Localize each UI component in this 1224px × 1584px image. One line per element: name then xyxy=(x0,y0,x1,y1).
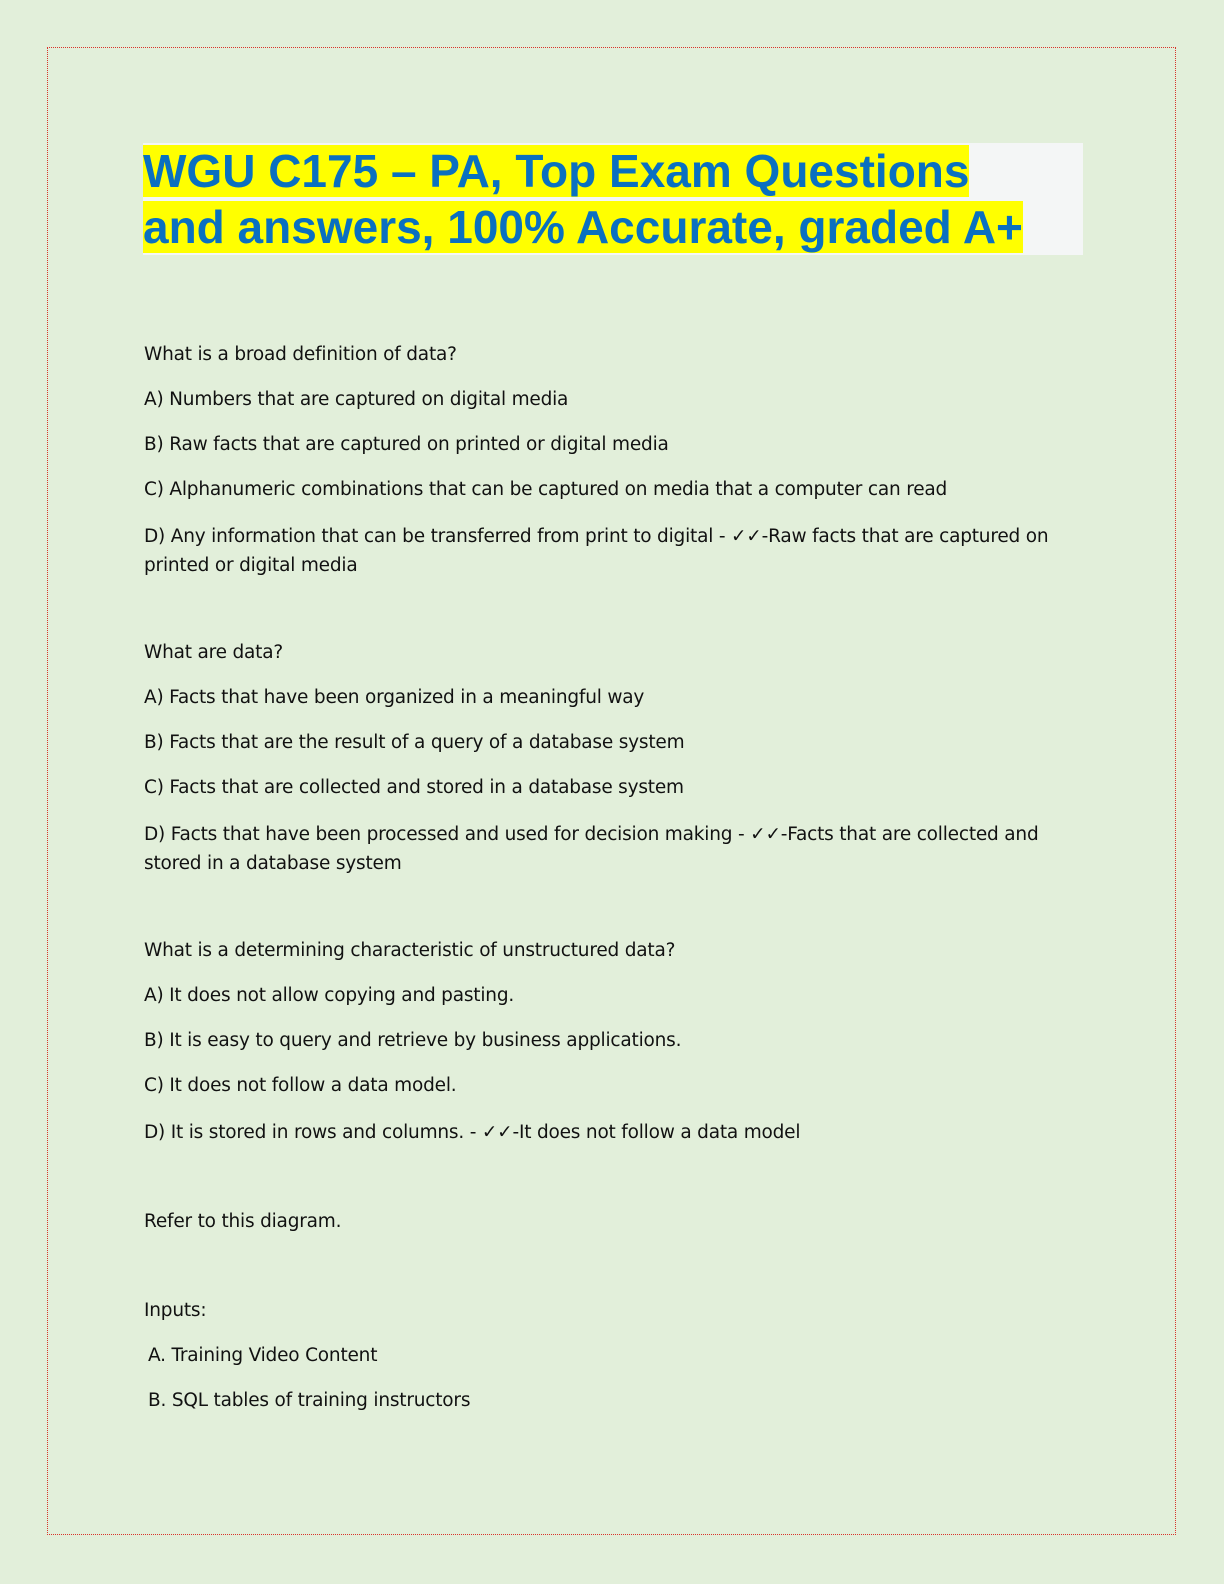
question-text: What are data? xyxy=(144,642,283,663)
title-block xyxy=(143,143,1083,255)
option-d-with-answer xyxy=(144,522,1064,580)
option-a: A) Facts that have been organized in a meaningful way xyxy=(144,687,645,708)
option-d: D) It is stored in rows and columns. - xyxy=(144,1122,482,1143)
option-d: D) Any information that can be transferred from print to digital - xyxy=(144,526,731,547)
document-body xyxy=(144,340,1064,1431)
option-b: B) Raw facts that are captured on printed or digital media xyxy=(144,434,669,455)
inputs-block xyxy=(144,1296,1064,1431)
option-b: B) Facts that are the result of a query of a database system xyxy=(144,732,685,753)
question-block xyxy=(144,936,1064,1147)
input-item: A. Training Video Content xyxy=(148,1345,378,1366)
input-item: B. SQL tables of training instructors xyxy=(148,1390,471,1411)
question-block xyxy=(144,340,1064,580)
answer-text: -Raw facts that are captured on printed or digital media xyxy=(144,526,1049,576)
title-line-1: WGU C175 – PA, Top Exam Questions xyxy=(143,145,970,197)
answer-text: -Facts that are collected and stored in a database system xyxy=(144,824,1039,874)
option-c: C) Facts that are collected and stored in a database system xyxy=(144,777,684,798)
diagram-intro: Refer to this diagram. xyxy=(144,1211,342,1232)
question-block xyxy=(144,638,1064,878)
checkmark-icon: ✓✓ xyxy=(481,1122,513,1143)
option-c: C) Alphanumeric combinations that can be captured on media that a computer can read xyxy=(144,479,948,500)
question-text: What is a broad definition of data? xyxy=(144,344,457,365)
checkmark-icon: ✓✓ xyxy=(730,526,762,547)
option-a: A) Numbers that are captured on digital media xyxy=(144,389,569,410)
question-text: What is a determining characteristic of unstructured data? xyxy=(144,940,676,961)
option-b: B) It is easy to query and retrieve by business applications. xyxy=(144,1030,682,1051)
document-title xyxy=(143,143,1083,255)
option-d-with-answer xyxy=(144,820,1064,878)
title-line-2: and answers, 100% Accurate, graded A+ xyxy=(143,201,1023,253)
option-a: A) It does not allow copying and pasting. xyxy=(144,985,515,1006)
option-c: C) It does not follow a data model. xyxy=(144,1075,457,1096)
checkmark-icon: ✓✓ xyxy=(750,824,781,845)
option-d-with-answer xyxy=(144,1118,1064,1147)
answer-text: -It does not follow a data model xyxy=(512,1122,801,1143)
option-d: D) Facts that have been processed and used for decision making - xyxy=(144,824,751,845)
inputs-heading: Inputs: xyxy=(144,1300,207,1321)
